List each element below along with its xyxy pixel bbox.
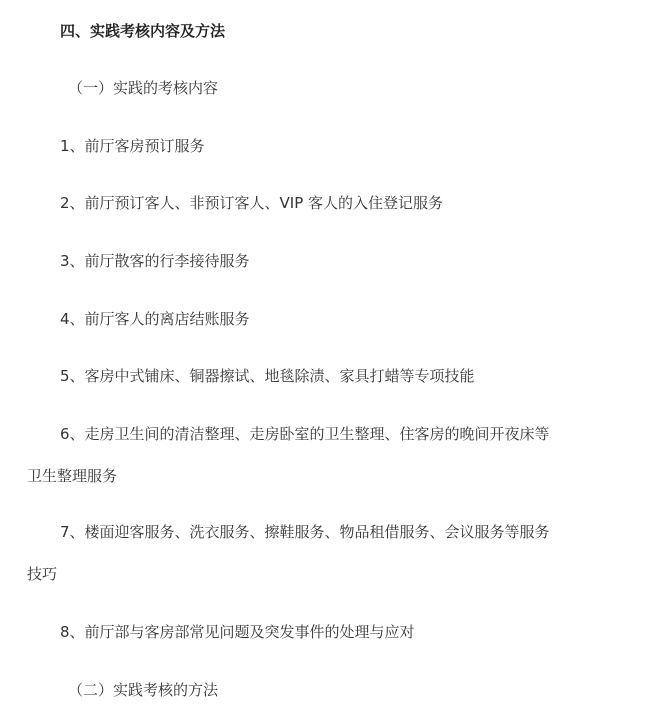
subsection-heading-content: （一）实践的考核内容 [68, 79, 219, 97]
list-item: 2、前厅预订客人、非预订客人、VIP 客人的入住登记服务 [60, 194, 444, 212]
list-item: 7、楼面迎客服务、洗衣服务、擦鞋服务、物品租借服务、会议服务等服务 [60, 523, 550, 541]
list-item: 3、前厅散客的行李接待服务 [60, 252, 250, 270]
list-item-continuation: 卫生整理服务 [27, 467, 118, 485]
list-item-continuation: 技巧 [27, 565, 58, 583]
list-item: 1、前厅客房预订服务 [60, 137, 205, 155]
list-item: 4、前厅客人的离店结账服务 [60, 310, 250, 328]
section-heading: 四、实践考核内容及方法 [60, 22, 226, 40]
list-item: 8、前厅部与客房部常见问题及突发事件的处理与应对 [60, 623, 415, 641]
list-item: 5、客房中式铺床、铜器擦试、地毯除渍、家具打蜡等专项技能 [60, 367, 475, 385]
list-item: 6、走房卫生间的清洁整理、走房卧室的卫生整理、住客房的晚间开夜床等 [60, 425, 550, 443]
subsection-heading-method: （二）实践考核的方法 [68, 681, 219, 699]
